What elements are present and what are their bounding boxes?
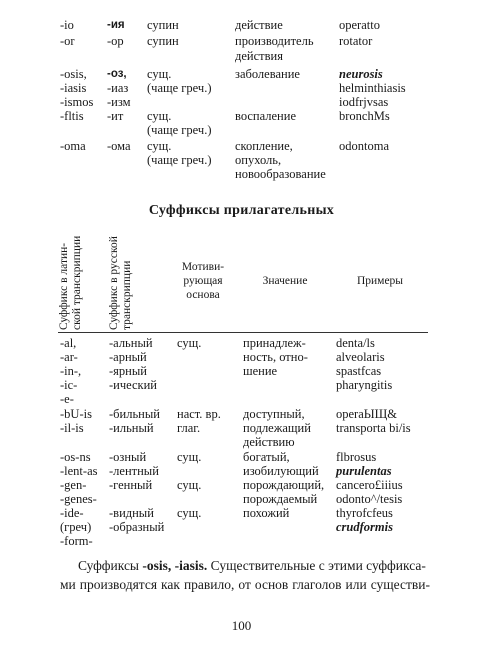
- russian-suffix: -озный: [109, 450, 147, 464]
- motivating-base: сущ.: [147, 67, 172, 81]
- motivating-base: (чаще греч.): [147, 153, 212, 167]
- meaning: действия: [235, 49, 283, 63]
- russian-suffix: -ический: [109, 378, 157, 392]
- latin-suffix: -lent-as: [60, 464, 98, 478]
- russian-suffix: -ия: [107, 19, 125, 31]
- example: crudformis: [336, 520, 393, 534]
- example: iodfrjvsas: [339, 95, 389, 109]
- latin-suffix: -genes-: [60, 492, 97, 506]
- meaning: порождающий,: [243, 478, 325, 492]
- latin-suffix: -iasis: [60, 81, 87, 95]
- russian-suffix: -арный: [109, 350, 147, 364]
- russian-suffix: -образный: [109, 520, 165, 534]
- latin-suffix: -e-: [60, 392, 74, 406]
- motivating-base: сущ.: [177, 478, 202, 492]
- meaning: действию: [243, 435, 295, 449]
- latin-suffix: -osis,: [60, 67, 87, 81]
- example: purulentas: [336, 464, 392, 478]
- example: bronchMs: [339, 109, 390, 123]
- russian-suffix: -лентный: [109, 464, 159, 478]
- russian-suffix: -ит: [107, 109, 124, 123]
- latin-suffix: -form-: [60, 534, 93, 548]
- header-examples: Примеры: [356, 275, 404, 287]
- latin-suffix: (греч): [60, 520, 92, 534]
- header-russian-suffix: Суффикс в русской транскрипции: [108, 236, 133, 330]
- example: odontoma: [339, 139, 389, 153]
- motivating-base: сущ.: [177, 450, 202, 464]
- example: operaЫЩ&: [336, 407, 397, 421]
- russian-suffix: -изм: [107, 95, 131, 109]
- meaning: богатый,: [243, 450, 290, 464]
- example: helminthiasis: [339, 81, 406, 95]
- latin-suffix: -in-,: [60, 364, 82, 378]
- example: thyrofcfeus: [336, 506, 393, 520]
- meaning: воспаление: [235, 109, 296, 123]
- latin-suffix: -os-ns: [60, 450, 91, 464]
- example: flbrosus: [336, 450, 377, 464]
- meaning: опухоль,: [235, 153, 282, 167]
- latin-suffix: -al,: [60, 336, 77, 350]
- meaning: принадлеж-: [243, 336, 306, 350]
- latin-suffix: -il-is: [60, 421, 84, 435]
- motivating-base: (чаще греч.): [147, 81, 212, 95]
- motivating-base: глаг.: [177, 421, 201, 435]
- page-number: 100: [231, 618, 252, 633]
- russian-suffix: -ома: [107, 139, 131, 153]
- latin-suffix: -ide-: [60, 506, 84, 520]
- motivating-base: супин: [147, 34, 179, 48]
- example: denta/ls: [336, 336, 375, 350]
- russian-suffix: -иаз: [107, 81, 129, 95]
- motivating-base: (чаще греч.): [147, 123, 212, 137]
- latin-suffix: -ismos: [60, 95, 94, 109]
- motivating-base: сущ.: [147, 109, 172, 123]
- russian-suffix: -видный: [109, 506, 154, 520]
- meaning: ность, отно-: [243, 350, 308, 364]
- section-title: Суффиксы прилагательных: [148, 203, 335, 218]
- body-paragraph: [60, 556, 430, 594]
- meaning: скопление,: [235, 139, 293, 153]
- latin-suffix: -or: [60, 34, 75, 48]
- paragraph-line: Суффиксы -osis, -iasis. Существительные с этими суффикса-: [78, 558, 426, 573]
- motivating-base: сущ.: [177, 336, 202, 350]
- meaning: порождаемый: [243, 492, 318, 506]
- header-motivating-base: Мотиви- рующая основа: [181, 261, 225, 301]
- russian-suffix: -генный: [109, 478, 153, 492]
- example: spastfcas: [336, 364, 382, 378]
- russian-suffix: -ильный: [109, 421, 154, 435]
- meaning: подлежащий: [243, 421, 311, 435]
- russian-suffix: -бильный: [109, 407, 160, 421]
- header-meaning: Значение: [262, 275, 308, 287]
- latin-suffix: -fltis: [60, 109, 84, 123]
- meaning: доступный,: [243, 407, 305, 421]
- latin-suffix: -oma: [60, 139, 86, 153]
- example: odonto^/tesis: [336, 492, 403, 506]
- russian-suffix: -альный: [109, 336, 153, 350]
- meaning: шение: [243, 364, 278, 378]
- motivating-base: наст. вр.: [177, 407, 221, 421]
- meaning: изобилующий: [243, 464, 319, 478]
- example: pharyngitis: [336, 378, 393, 392]
- header-latin-suffix: Суффикс в латин- ской транскрипции: [58, 235, 83, 330]
- example: rotator: [339, 34, 373, 48]
- russian-suffix: -ярный: [109, 364, 147, 378]
- header-divider: [58, 332, 428, 333]
- paragraph-line: ми производятся как правило, от основ глаголов или существи-: [60, 577, 430, 592]
- russian-suffix: -ор: [107, 34, 124, 48]
- motivating-base: супин: [147, 18, 179, 32]
- latin-suffix: -ar-: [60, 350, 78, 364]
- example: alveolaris: [336, 350, 385, 364]
- meaning: производитель: [235, 34, 314, 48]
- motivating-base: сущ.: [177, 506, 202, 520]
- latin-suffix: -bU-is: [60, 407, 92, 421]
- meaning: действие: [235, 18, 283, 32]
- latin-suffix: -gen-: [60, 478, 87, 492]
- latin-suffix: -ic-: [60, 378, 78, 392]
- meaning: похожий: [243, 506, 290, 520]
- latin-suffix: -io: [60, 18, 74, 32]
- russian-suffix: -оз,: [107, 68, 127, 80]
- example: neurosis: [339, 67, 383, 81]
- example: operatto: [339, 18, 380, 32]
- highlighted-suffixes: -osis, -iasis.: [142, 558, 208, 573]
- meaning: заболевание: [235, 67, 300, 81]
- example: cancero£iiius: [336, 478, 403, 492]
- motivating-base: сущ.: [147, 139, 172, 153]
- example: transporta bi/is: [336, 421, 411, 435]
- meaning: новообразование: [235, 167, 326, 181]
